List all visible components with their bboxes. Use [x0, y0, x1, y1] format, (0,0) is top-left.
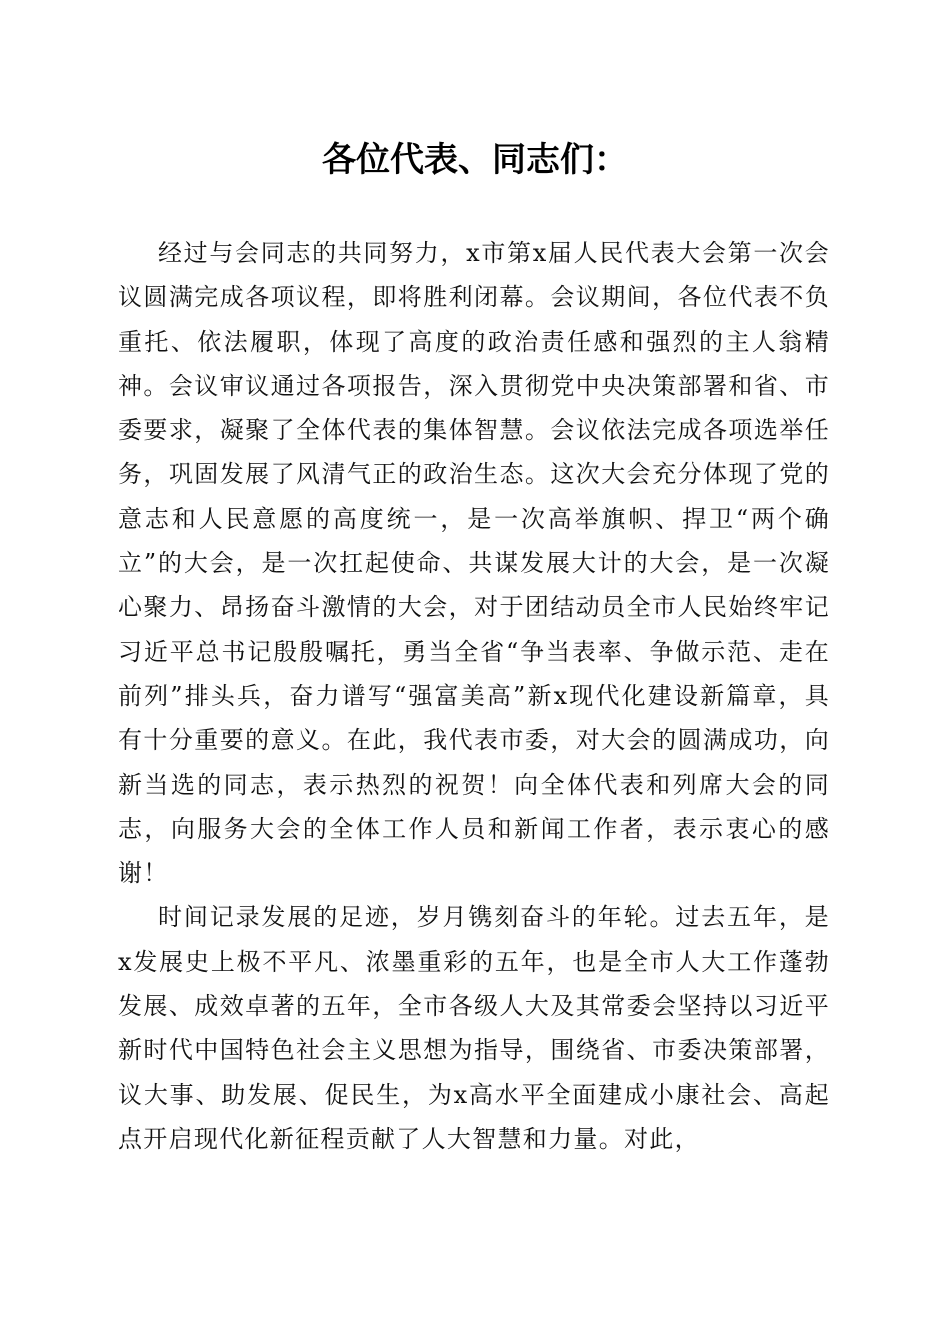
paragraph-1: 经过与会同志的共同努力，x市第x届人民代表大会第一次会议圆满完成各项议程，即将胜利闭幕。会议期间，各位代表不负重托、依法履职，体现了高度的政治责任感和强烈的主人翁精神。会议审议通过各项报告，深入贯彻党中央决策部署和省、市委要求，凝聚了全体代表的集体智慧。会议依法完成各项选举任务，巩固发展了风清气正的政治生态。这次大会充分体现了党的意志和人民意愿的高度统一，是一次高举旗帜、捍卫“两个确立”的大会，是一次扛起使命、共谋发展大计的大会，是一次凝心聚力、昂扬奋斗激情的大会，对于团结动员全市人民始终牢记习近平总书记殷殷嘱托，勇当全省“争当表率、争做示范、走在前列”排头兵，奋力谱写“强富美高”新x现代化建设新篇章，具有十分重要的意义。在此，我代表市委，对大会的圆满成功，向新当选的同志，表示热烈的祝贺！向全体代表和列席大会的同志，向服务大会的全体工作人员和新闻工作者，表示衷心的感谢！ — [118, 239, 830, 888]
paragraph-2: 时间记录发展的足迹，岁月镌刻奋斗的年轮。过去五年，是x发展史上极不平凡、浓墨重彩的五年，也是全市人大工作蓬勃发展、成效卓著的五年，全市各级人大及其常委会坚持以习近平新时代中国特色社会主义思想为指导，围绕省、市委决策部署，议大事、助发展、促民生，为x高水平全面建成小康社会、高起点开启现代化新征程贡献了人大智慧和力量。对此， — [118, 903, 830, 1153]
document-body — [118, 231, 830, 1161]
document-title: 各位代表、同志们： — [322, 140, 628, 180]
